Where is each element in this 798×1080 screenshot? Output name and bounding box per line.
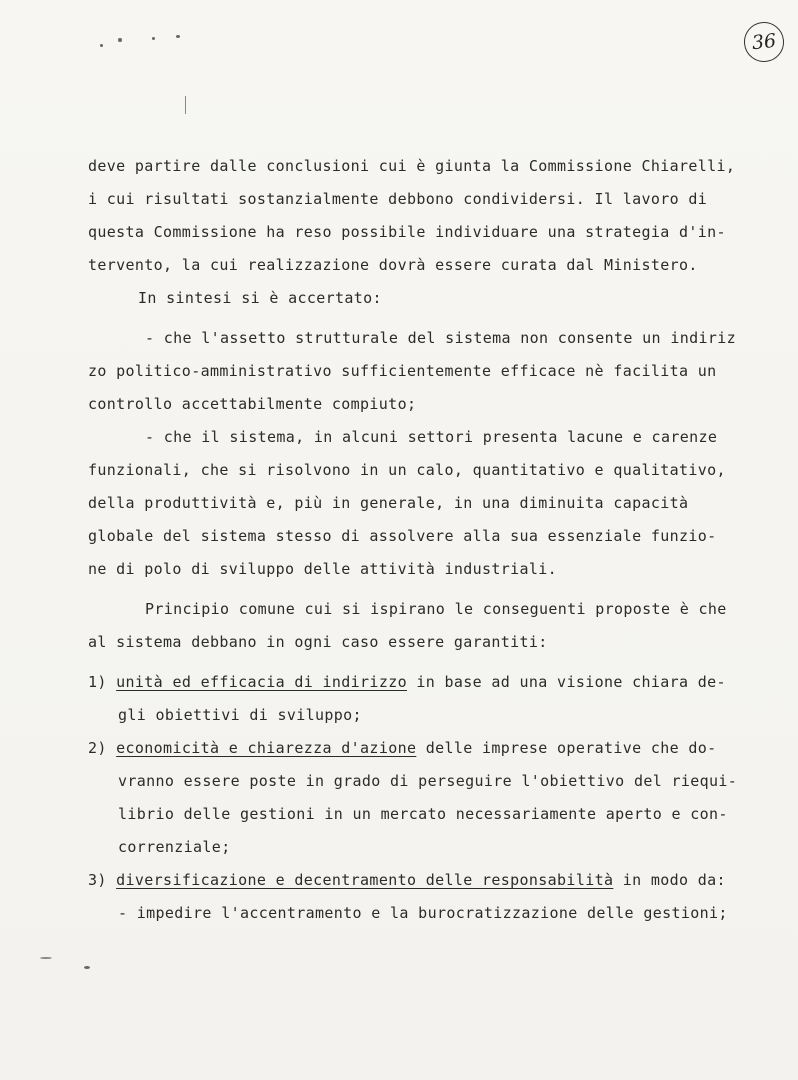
text-line: i cui risultati sostanzialmente debbono condividersi. Il lavoro di [88, 190, 708, 208]
text-line: Principio comune cui si ispirano le conseguenti proposte è che [145, 600, 727, 618]
text-line: - impedire l'accentramento e la burocratizzazione delle gestioni; [118, 904, 728, 922]
list-item-3 [88, 870, 726, 890]
text-line: vranno essere poste in grado di perseguire l'obiettivo del riequi- [118, 772, 738, 790]
list-text: in base ad una visione chiara de- [406, 673, 726, 691]
list-heading: economicità e chiarezza d'azione [116, 739, 417, 757]
text-line: librio delle gestioni in un mercato necessariamente aperto e con- [118, 805, 728, 823]
list-number: 1) [88, 673, 107, 691]
list-number: 2) [88, 739, 107, 757]
list-item-1 [88, 672, 726, 692]
list-heading: diversificazione e decentramento delle responsabilità [116, 871, 614, 889]
page-number-stamp: 36 [742, 20, 786, 64]
list-number: 3) [88, 871, 107, 889]
text-line: In sintesi si è accertato: [138, 289, 382, 307]
text-line: funzionali, che si risolvono in un calo, quantitativo e qualitativo, [88, 461, 726, 479]
text-line: correnziale; [118, 838, 231, 856]
text-line: tervento, la cui realizzazione dovrà essere curata dal Ministero. [88, 256, 698, 274]
text-line: globale del sistema stesso di assolvere alla sua essenziale funzio- [88, 527, 717, 545]
text-line: ne di polo di sviluppo delle attività industriali. [88, 560, 558, 578]
list-text: delle imprese operative che do- [416, 739, 717, 757]
text-line: - che il sistema, in alcuni settori presenta lacune e carenze [145, 428, 718, 446]
text-line: deve partire dalle conclusioni cui è giunta la Commissione Chiarelli, [88, 157, 736, 175]
text-line: zo politico-amministrativo sufficientemente efficace nè facilita un [88, 362, 717, 380]
list-item-2 [88, 738, 717, 758]
text-line: - che l'assetto strutturale del sistema non consente un indiriz [145, 329, 736, 347]
text-line: al sistema debbano in ogni caso essere garantiti: [88, 633, 548, 651]
text-line: gli obiettivi di sviluppo; [118, 706, 362, 724]
text-line: della produttività e, più in generale, in una diminuita capacità [88, 494, 689, 512]
text-line: controllo accettabilmente compiuto; [88, 395, 417, 413]
list-heading: unità ed efficacia di indirizzo [116, 673, 407, 691]
list-text: in modo da: [613, 871, 726, 889]
text-line: questa Commissione ha reso possibile individuare una strategia d'in- [88, 223, 726, 241]
